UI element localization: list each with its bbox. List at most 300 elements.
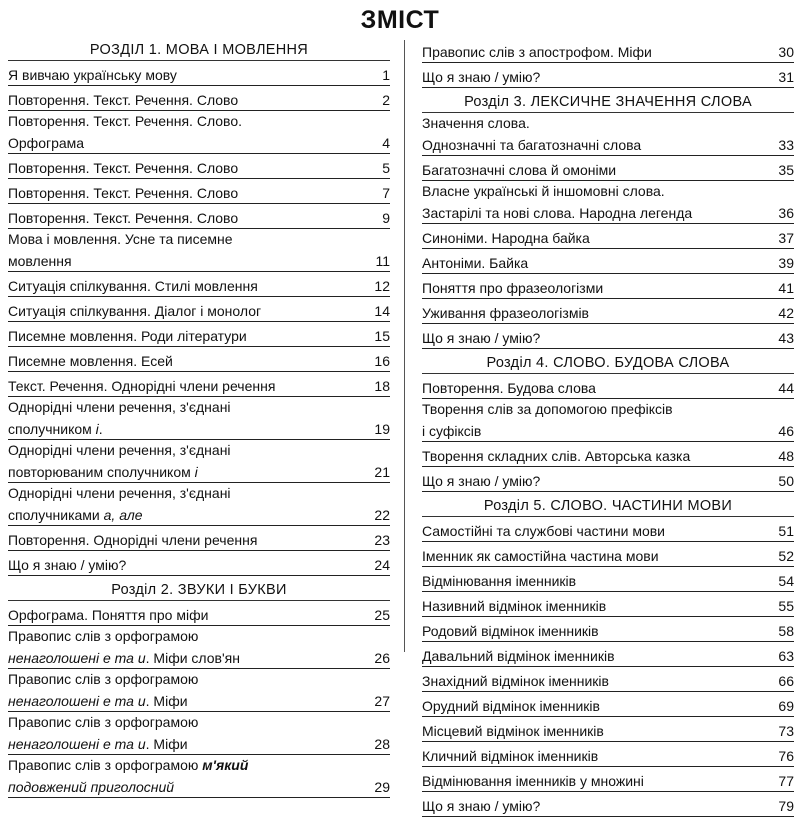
entry-title xyxy=(422,522,665,540)
entry-text-segment: Правопис слів з орфограмою xyxy=(8,628,199,644)
toc-entry[interactable] xyxy=(8,272,390,297)
entry-title xyxy=(8,531,257,549)
page-number: 55 xyxy=(778,598,794,614)
entry-title-line xyxy=(8,155,390,177)
entry-title-line xyxy=(8,205,390,227)
section-heading: Розділ 5. СЛОВО. ЧАСТИНИ МОВИ xyxy=(483,498,733,514)
toc-entry[interactable] xyxy=(422,399,794,442)
entry-title-line xyxy=(8,62,390,84)
toc-entry[interactable] xyxy=(422,467,794,492)
entry-title xyxy=(422,43,652,61)
entry-title xyxy=(422,472,540,490)
entry-title-line xyxy=(8,552,390,574)
entry-title-line xyxy=(8,112,390,130)
dot-leader xyxy=(240,180,380,198)
page-number: 77 xyxy=(778,773,794,789)
entry-text-segment: повторюваним сполучником xyxy=(8,464,195,480)
dot-leader xyxy=(605,275,776,293)
entry-title xyxy=(8,778,174,796)
entry-text-segment: Повторення. Текст. Речення. Слово xyxy=(8,185,239,201)
page-number: 31 xyxy=(778,69,794,85)
toc-entry[interactable] xyxy=(422,542,794,567)
toc-entry[interactable] xyxy=(422,224,794,249)
entry-title-line xyxy=(422,518,794,540)
entry-title-line xyxy=(422,300,794,322)
entry-text-segment: а, але xyxy=(103,507,143,523)
entry-title xyxy=(422,254,528,272)
dot-leader xyxy=(601,618,777,636)
entry-title-line xyxy=(422,568,794,590)
toc-entry[interactable] xyxy=(8,397,390,440)
entry-title-line xyxy=(8,774,390,796)
toc-entry[interactable] xyxy=(8,526,390,551)
dot-leader xyxy=(86,130,380,148)
dot-leader xyxy=(249,323,373,341)
entry-title xyxy=(422,697,600,715)
entry-title-line xyxy=(422,225,794,247)
toc-entry[interactable] xyxy=(422,717,794,742)
entry-title-line xyxy=(422,768,794,790)
entry-text-segment: Однозначні та багатозначні слова xyxy=(422,137,642,153)
entry-title-line xyxy=(422,200,794,222)
page-number: 9 xyxy=(382,210,390,226)
dot-leader xyxy=(179,62,380,80)
toc-entry[interactable] xyxy=(422,38,794,63)
page-number: 42 xyxy=(778,305,794,321)
entry-title xyxy=(8,159,238,177)
toc-entry[interactable] xyxy=(422,642,794,667)
page-number: 30 xyxy=(778,44,794,60)
entry-title xyxy=(8,692,188,710)
page-number: 35 xyxy=(778,162,794,178)
entry-text-segment: мовлення xyxy=(8,253,72,269)
page-number: 12 xyxy=(374,278,390,294)
page-number: 46 xyxy=(778,423,794,439)
entry-title-line xyxy=(422,543,794,565)
page-number: 24 xyxy=(374,557,390,573)
entry-text-segment: Знахідний відмінок іменників xyxy=(422,673,609,689)
entry-text-segment: Повторення. Текст. Речення. Слово xyxy=(8,210,239,226)
entry-title-line xyxy=(8,688,390,710)
entry-title-line xyxy=(422,793,794,815)
toc-entry[interactable] xyxy=(422,299,794,324)
entry-text-segment: Кличний відмінок іменників xyxy=(422,748,599,764)
page-number: 4 xyxy=(382,135,390,151)
entry-text-segment: Повторення. Будова слова xyxy=(422,380,596,396)
dot-leader xyxy=(618,157,776,175)
page-number: 25 xyxy=(374,607,390,623)
toc-entry[interactable] xyxy=(8,61,390,86)
entry-text-segment: Що я знаю / умію? xyxy=(422,69,541,85)
entry-title-line xyxy=(422,643,794,665)
page-number: 76 xyxy=(778,748,794,764)
entry-text-segment: Орудний відмінок іменників xyxy=(422,698,600,714)
entry-text-segment: Самостійні та службові частини мови xyxy=(422,523,665,539)
entry-text-segment: . Міфи слов'ян xyxy=(145,650,240,666)
entry-title-line xyxy=(8,323,390,345)
toc-entry[interactable] xyxy=(422,742,794,767)
entry-title xyxy=(422,622,599,640)
toc-entry[interactable] xyxy=(422,517,794,542)
dot-leader xyxy=(240,87,380,105)
toc-entry[interactable] xyxy=(8,483,390,526)
toc-entry[interactable] xyxy=(8,297,390,322)
dot-leader xyxy=(542,64,776,82)
entry-text-segment: ненаголошені е та и xyxy=(8,736,146,752)
dot-leader xyxy=(242,645,372,663)
page-number: 27 xyxy=(374,693,390,709)
entry-title-line xyxy=(8,527,390,549)
dot-leader xyxy=(542,325,776,343)
entry-text-segment: Багатозначні слова й омоніми xyxy=(422,162,617,178)
toc-entry[interactable] xyxy=(8,440,390,483)
page-number: 36 xyxy=(778,205,794,221)
entry-text-segment: і xyxy=(95,421,99,437)
dot-leader xyxy=(600,743,776,761)
entry-title-line xyxy=(8,180,390,202)
toc-entry[interactable] xyxy=(422,274,794,299)
entry-title xyxy=(8,506,143,524)
entry-text-segment: Мова і мовлення. Усне та писемне xyxy=(8,231,233,247)
entry-title-line xyxy=(8,756,390,774)
dot-leader xyxy=(74,248,374,266)
entry-text-segment: Застарілі та нові слова. Народна легенда xyxy=(422,205,693,221)
entry-text-segment: . xyxy=(98,421,103,437)
entry-text-segment: Що я знаю / умію? xyxy=(422,473,541,489)
toc-entry[interactable] xyxy=(8,179,390,204)
page-number: 16 xyxy=(374,353,390,369)
dot-leader xyxy=(667,518,776,536)
entry-title xyxy=(8,556,126,574)
dot-leader xyxy=(190,731,373,749)
entry-text-segment: Творення слів за допомогою префіксів xyxy=(422,401,673,417)
entry-title xyxy=(8,649,240,667)
dot-leader xyxy=(591,300,776,318)
entry-title-line xyxy=(422,157,794,179)
entry-title-line xyxy=(8,441,390,459)
toc-entry[interactable] xyxy=(422,249,794,274)
page-number: 23 xyxy=(374,532,390,548)
entry-title xyxy=(422,597,606,615)
entry-title xyxy=(422,379,596,397)
page-number: 14 xyxy=(374,303,390,319)
toc-entry[interactable] xyxy=(8,669,390,712)
dot-leader xyxy=(105,416,373,434)
entry-title-line xyxy=(422,693,794,715)
entry-title xyxy=(8,327,247,345)
entry-title xyxy=(8,420,103,438)
entry-title-line xyxy=(422,418,794,440)
dot-leader xyxy=(260,273,373,291)
page-number: 33 xyxy=(778,137,794,153)
entry-text-segment: Називний відмінок іменників xyxy=(422,598,607,614)
toc-entry[interactable] xyxy=(8,347,390,372)
entry-title xyxy=(8,91,238,109)
dot-leader xyxy=(128,552,372,570)
entry-text-segment: Орфограма. Поняття про міфи xyxy=(8,607,209,623)
dot-leader xyxy=(694,200,776,218)
entry-text-segment: Відмінювання іменників xyxy=(422,573,577,589)
entry-title xyxy=(422,204,692,222)
toc-entry[interactable] xyxy=(422,63,794,88)
entry-text-segment: Я вивчаю українську мову xyxy=(8,67,177,83)
entry-title-line xyxy=(422,375,794,397)
entry-title xyxy=(8,277,258,295)
entry-title xyxy=(422,572,576,590)
entry-text-segment: Однорідні члени речення, з'єднані xyxy=(8,485,231,501)
entry-text-segment: Орфограма xyxy=(8,135,85,151)
page-number: 48 xyxy=(778,448,794,464)
entry-title xyxy=(422,161,616,179)
entry-text-segment: Синоніми. Народна байка xyxy=(422,230,590,246)
entry-text-segment: ненаголошені е та и xyxy=(8,693,146,709)
toc-entry[interactable] xyxy=(422,592,794,617)
entry-title-line xyxy=(422,114,794,132)
entry-title xyxy=(422,68,540,86)
page-number: 15 xyxy=(374,328,390,344)
entry-title xyxy=(422,229,590,247)
toc-entry[interactable] xyxy=(422,156,794,181)
page-number: 11 xyxy=(375,253,390,269)
dot-leader xyxy=(259,527,372,545)
entry-title xyxy=(422,304,589,322)
toc-entry[interactable] xyxy=(422,617,794,642)
page-number: 51 xyxy=(778,523,794,539)
page-number: 2 xyxy=(382,92,390,108)
toc-entry[interactable] xyxy=(422,767,794,792)
entry-title-line xyxy=(8,373,390,395)
toc-entry[interactable] xyxy=(422,374,794,399)
dot-leader xyxy=(145,502,373,520)
dot-leader xyxy=(263,298,372,316)
entry-title xyxy=(8,302,261,320)
entry-text-segment: Писемне мовлення. Есей xyxy=(8,353,173,369)
entry-text-segment: сполучниками xyxy=(8,507,104,523)
dot-leader xyxy=(692,443,776,461)
entry-title xyxy=(422,136,641,154)
entry-title xyxy=(8,606,208,624)
entry-title xyxy=(422,672,609,690)
entry-title-line xyxy=(8,627,390,645)
entry-title-line xyxy=(422,132,794,154)
toc-entry[interactable] xyxy=(8,322,390,347)
entry-text-segment: Повторення. Текст. Речення. Слово xyxy=(8,160,239,176)
dot-leader xyxy=(240,155,380,173)
dot-leader xyxy=(483,418,776,436)
entry-text-segment: Творення складних слів. Авторська казка xyxy=(422,448,691,464)
entry-title xyxy=(8,352,173,370)
toc-entry[interactable] xyxy=(422,181,794,224)
dot-leader xyxy=(277,373,372,391)
page-number: 41 xyxy=(778,280,794,296)
section-heading: Розділ 2. ЗВУКИ І БУКВИ xyxy=(111,582,287,598)
entry-title-line xyxy=(422,668,794,690)
entry-title-line xyxy=(422,443,794,465)
entry-text-segment: Повторення. Текст. Речення. Слово. xyxy=(8,113,243,129)
entry-text-segment: Ситуація спілкування. Стилі мовлення xyxy=(8,278,258,294)
entry-title-line xyxy=(422,64,794,86)
toc-entry[interactable] xyxy=(8,755,390,798)
entry-title xyxy=(422,797,540,815)
entry-text-segment: Ситуація спілкування. Діалог і монолог xyxy=(8,303,262,319)
entry-title-line xyxy=(422,618,794,640)
entry-title-line xyxy=(8,298,390,320)
entry-title xyxy=(8,66,177,84)
toc-entry[interactable] xyxy=(8,712,390,755)
entry-text-segment: Іменник як самостійна частина мови xyxy=(422,548,659,564)
entry-text-segment: Текст. Речення. Однорідні члени речення xyxy=(8,378,276,394)
entry-title xyxy=(8,463,198,481)
page-number: 79 xyxy=(778,798,794,814)
entry-text-segment: Писемне мовлення. Роди літератури xyxy=(8,328,247,344)
page-number: 7 xyxy=(382,185,390,201)
toc-entry[interactable] xyxy=(8,229,390,272)
entry-title-line xyxy=(8,670,390,688)
page-number: 43 xyxy=(778,330,794,346)
dot-leader xyxy=(643,132,776,150)
dot-leader xyxy=(210,602,372,620)
entry-title-line xyxy=(8,602,390,624)
entry-title-line xyxy=(422,400,794,418)
section-heading: РОЗДІЛ 1. МОВА І МОВЛЕННЯ xyxy=(89,42,309,58)
page-number: 37 xyxy=(778,230,794,246)
page-number: 39 xyxy=(778,255,794,271)
dot-leader xyxy=(592,225,777,243)
toc-entry[interactable] xyxy=(422,692,794,717)
entry-text-segment: Правопис слів з апострофом. Міфи xyxy=(422,44,652,60)
toc-entry[interactable] xyxy=(8,372,390,397)
entry-text-segment: і xyxy=(194,464,198,480)
dot-leader xyxy=(542,468,776,486)
entry-title xyxy=(422,447,690,465)
entry-text-segment: Однорідні члени речення, з'єднані xyxy=(8,442,231,458)
dot-leader xyxy=(617,643,777,661)
entry-title-line xyxy=(8,398,390,416)
dot-leader xyxy=(611,668,776,686)
entry-title xyxy=(422,647,615,665)
page-number: 29 xyxy=(374,779,390,795)
entry-text-segment: сполучником xyxy=(8,421,96,437)
entry-title-line xyxy=(422,718,794,740)
entry-text-segment: Поняття про фразеологізми xyxy=(422,280,604,296)
entry-text-segment: подовжений приголосний xyxy=(8,779,175,795)
entry-title xyxy=(8,134,84,152)
page-number: 66 xyxy=(778,673,794,689)
toc-entry[interactable] xyxy=(8,601,390,626)
entry-title xyxy=(8,252,72,270)
entry-title-line xyxy=(422,468,794,490)
dot-leader xyxy=(200,459,373,477)
entry-title-line xyxy=(422,39,794,61)
entry-title-line xyxy=(8,87,390,109)
dot-leader xyxy=(654,39,777,57)
page-number: 21 xyxy=(374,464,390,480)
toc-entry[interactable] xyxy=(8,204,390,229)
toc-entry[interactable] xyxy=(422,792,794,817)
entry-title-line xyxy=(422,325,794,347)
toc-entry[interactable] xyxy=(8,154,390,179)
entry-title xyxy=(422,279,603,297)
toc-column-left xyxy=(8,38,390,798)
entry-title-line xyxy=(8,416,390,438)
entry-text-segment: Правопис слів з орфограмою xyxy=(8,714,199,730)
toc-entry[interactable] xyxy=(422,567,794,592)
entry-text-segment: Місцевий відмінок іменників xyxy=(422,723,604,739)
entry-text-segment: Повторення. Однорідні члени речення xyxy=(8,532,258,548)
page-number: 26 xyxy=(374,650,390,666)
page-number: 73 xyxy=(778,723,794,739)
entry-title xyxy=(422,722,604,740)
page-number: 54 xyxy=(778,573,794,589)
toc-entry[interactable] xyxy=(422,667,794,692)
toc-entry[interactable] xyxy=(422,442,794,467)
page-number: 50 xyxy=(778,473,794,489)
entry-text-segment: Правопис слів з орфограмою xyxy=(8,671,199,687)
page-title: ЗМІСТ xyxy=(360,6,440,34)
entry-title-line xyxy=(422,593,794,615)
entry-title xyxy=(422,422,481,440)
entry-title xyxy=(8,377,275,395)
entry-title xyxy=(422,747,598,765)
entry-title-line xyxy=(8,130,390,152)
entry-text-segment: ненаголошені е та и xyxy=(8,650,146,666)
dot-leader xyxy=(190,688,373,706)
dot-leader xyxy=(646,768,777,786)
page-number: 63 xyxy=(778,648,794,664)
entry-text-segment: Значення слова. xyxy=(422,115,530,131)
page-number: 52 xyxy=(778,548,794,564)
dot-leader xyxy=(530,250,776,268)
entry-text-segment: Повторення. Текст. Речення. Слово xyxy=(8,92,239,108)
entry-title-line xyxy=(8,459,390,481)
toc-entry[interactable] xyxy=(8,626,390,669)
entry-title-line xyxy=(8,645,390,667)
dot-leader xyxy=(175,348,373,366)
entry-text-segment: Правопис слів з орфограмою xyxy=(8,757,203,773)
toc-column-right xyxy=(422,38,794,817)
entry-text-segment: Родовий відмінок іменників xyxy=(422,623,599,639)
entry-title-line xyxy=(8,484,390,502)
dot-leader xyxy=(578,568,776,586)
dot-leader xyxy=(602,693,776,711)
entry-text-segment: Однорідні члени речення, з'єднані xyxy=(8,399,231,415)
entry-text-segment: і суфіксів xyxy=(422,423,482,439)
toc-entry[interactable] xyxy=(422,324,794,349)
dot-leader xyxy=(608,593,776,611)
entry-text-segment: Уживання фразеологізмів xyxy=(422,305,589,321)
column-divider xyxy=(404,40,405,652)
page-number: 22 xyxy=(374,507,390,523)
toc-entry[interactable] xyxy=(422,113,794,156)
entry-text-segment: Антоніми. Байка xyxy=(422,255,529,271)
entry-title-line xyxy=(8,273,390,295)
entry-title xyxy=(8,209,238,227)
entry-title-line xyxy=(422,182,794,200)
entry-title xyxy=(8,735,188,753)
dot-leader xyxy=(240,205,380,223)
toc-entry[interactable] xyxy=(8,86,390,111)
dot-leader xyxy=(606,718,777,736)
section-heading: Розділ 3. ЛЕКСИЧНЕ ЗНАЧЕННЯ СЛОВА xyxy=(464,94,752,110)
toc-entry[interactable] xyxy=(8,111,390,154)
toc-entry[interactable] xyxy=(8,551,390,576)
page-number: 1 xyxy=(382,67,390,83)
dot-leader xyxy=(661,543,777,561)
entry-title-line xyxy=(8,248,390,270)
entry-text-segment: Відмінювання іменників у множині xyxy=(422,773,644,789)
page-number: 69 xyxy=(778,698,794,714)
entry-title-line xyxy=(8,230,390,248)
